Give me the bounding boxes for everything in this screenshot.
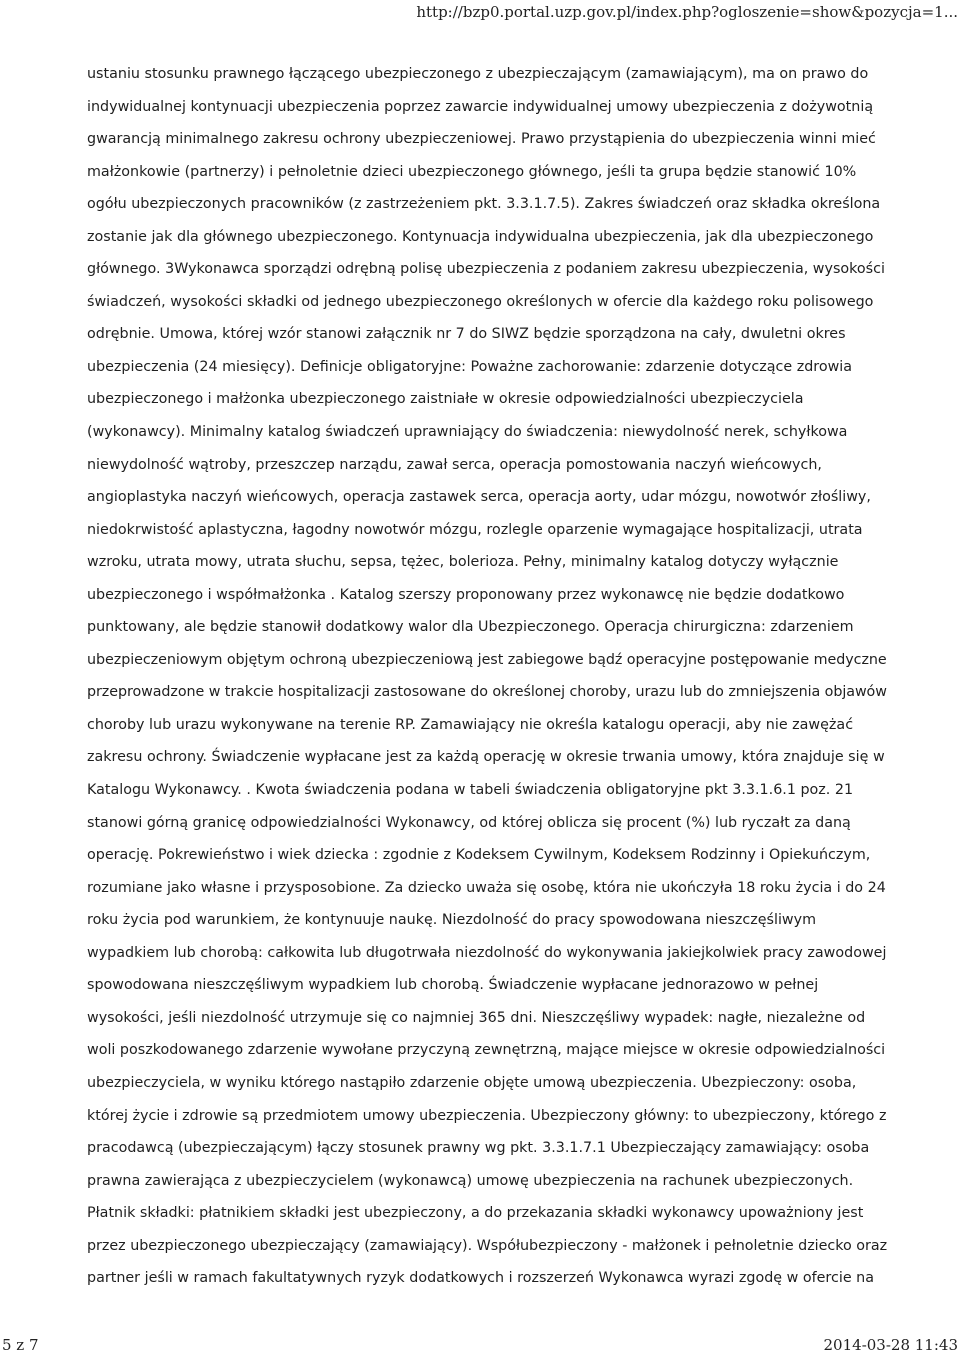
text-line: spowodowana nieszczęśliwym wypadkiem lub chorobą. Świadczenie wypłacane jednorazowo w pełnej	[87, 977, 819, 994]
text-line: zostanie jak dla głównego ubezpieczonego. Kontynuacja indywidualna ubezpieczenia, jak dla ubezpieczonego	[87, 228, 874, 245]
text-line: woli poszkodowanego zdarzenie wywołane przyczyną zewnętrzną, mające miejsce w okresie odpowiedzialności	[87, 1042, 886, 1059]
text-line: wysokości, jeśli niezdolność utrzymuje się co najmniej 365 dni. Nieszczęśliwy wypadek: nagłe, niezależne od	[87, 1009, 866, 1026]
text-line: przeprowadzone w trakcie hospitalizacji zastosowane do określonej choroby, urazu lub do zmniejszenia objawów	[87, 684, 887, 701]
text-line: ustaniu stosunku prawnego łączącego ubezpieczonego z ubezpieczającym (zamawiającym), ma on prawo do	[87, 66, 869, 82]
text-line: wypadkiem lub chorobą: całkowita lub długotrwała niezdolność do wykonywania jakiejkolwiek pracy zawodowej	[87, 944, 887, 961]
text-line: partner jeśli w ramach fakultatywnych ryzyk dodatkowych i rozszerzeń Wykonawca wyrazi zgodę w ofercie na	[87, 1270, 874, 1287]
text-line: roku życia pod warunkiem, że kontynuuje naukę. Niezdolność do pracy spowodowana nieszczęśliwym	[87, 912, 816, 929]
print-datetime: 2014-03-28 11:43	[823, 1336, 958, 1354]
text-line: choroby lub urazu wykonywane na terenie RP. Zamawiający nie określa katalogu operacji, aby nie zawężać	[87, 716, 854, 733]
text-line: ogółu ubezpieczonych pracowników (z zastrzeżeniem pkt. 3.3.1.7.5). Zakres świadczeń oraz składka określona	[87, 196, 881, 213]
text-line: ubezpieczonego i małżonka ubezpieczonego zaistniałe w okresie odpowiedzialności ubezpieczyciela	[87, 391, 804, 408]
text-line: niedokrwistość aplastyczna, łagodny nowotwór mózgu, rozlegle oparzenie wymagające hospitalizacji, utrata	[87, 521, 863, 538]
document-body	[87, 58, 887, 1295]
text-line: angioplastyka naczyń wieńcowych, operacja zastawek serca, operacja aorty, udar mózgu, nowotwór złośliwy,	[87, 489, 871, 506]
text-line: małżonkowie (partnerzy) i pełnoletnie dzieci ubezpieczonego głównego, jeśli ta grupa będzie stanowić 10%	[87, 163, 857, 180]
text-line: zakresu ochrony. Świadczenie wypłacane jest za każdą operację w okresie trwania umowy, która znajduje się w	[87, 749, 885, 766]
text-line: głównego. 3Wykonawca sporządzi odrębną polisę ubezpieczenia z podaniem zakresu ubezpieczenia, wysokości	[87, 261, 885, 278]
text-line: której życie i zdrowie są przedmiotem umowy ubezpieczenia. Ubezpieczony główny: to ubezpieczony, którego z	[87, 1107, 887, 1124]
text-line: ubezpieczyciela, w wyniku którego nastąpiło zdarzenie objęte umową ubezpieczenia. Ubezpieczony: osoba,	[87, 1074, 857, 1091]
text-line: rozumiane jako własne i przysposobione. Za dziecko uważa się osobę, która nie ukończyła 18 roku życia i do 24	[87, 879, 886, 896]
text-line: ubezpieczonego i współmałżonka . Katalog szerszy proponowany przez wykonawcę nie będzie dodatkowo	[87, 586, 845, 603]
text-line: Katalogu Wykonawcy. . Kwota świadczenia podana w tabeli świadczenia obligatoryjne pkt 3.3.1.6.1 poz. 21	[87, 782, 854, 799]
text-line: punktowany, ale będzie stanowił dodatkowy walor dla Ubezpieczonego. Operacja chirurgiczna: zdarzeniem	[87, 619, 854, 636]
page-number: 5 z 7	[2, 1336, 39, 1354]
text-line: niewydolność wątroby, przeszczep narządu, zawał serca, operacja pomostowania naczyń wieńcowych,	[87, 456, 822, 473]
text-line: odrębnie. Umowa, której wzór stanowi załącznik nr 7 do SIWZ będzie sporządzona na cały, dwuletni okres	[87, 326, 846, 343]
text-line: gwarancją minimalnego zakresu ochrony ubezpieczeniowej. Prawo przystąpienia do ubezpieczenia winni mieć	[87, 131, 876, 148]
text-line: (wykonawcy). Minimalny katalog świadczeń uprawniający do świadczenia: niewydolność nerek, schyłkowa	[87, 424, 848, 441]
text-line: operację. Pokrewieństwo i wiek dziecka : zgodnie z Kodeksem Cywilnym, Kodeksem Rodzinny i Opiekuńczym,	[87, 847, 871, 864]
text-line: stanowi górną granicę odpowiedzialności Wykonawcy, od której oblicza się procent (%) lub ryczałt za daną	[87, 814, 851, 831]
text-line: wzroku, utrata mowy, utrata słuchu, sepsa, tężec, bolerioza. Pełny, minimalny katalog dotyczy wyłącznie	[87, 554, 839, 571]
text-line: świadczeń, wysokości składki od jednego ubezpieczonego określonych w ofercie dla każdego roku polisowego	[87, 293, 874, 310]
text-line: prawna zawierająca z ubezpieczycielem (wykonawcą) umowę ubezpieczenia na rachunek ubezpieczonych.	[87, 1172, 854, 1189]
page-url: http://bzp0.portal.uzp.gov.pl/index.php?ogloszenie=show&pozycja=1...	[416, 3, 958, 21]
text-line: indywidualnej kontynuacji ubezpieczenia poprzez zawarcie indywidualnej umowy ubezpieczenia z dożywotnią	[87, 98, 874, 115]
text-line: ubezpieczeniowym objętym ochroną ubezpieczeniową jest zabiegowe bądź operacyjne postępowanie medyczne	[87, 651, 887, 668]
text-line: przez ubezpieczonego ubezpieczający (zamawiający). Współubezpieczony - małżonek i pełnoletnie dziecko oraz	[87, 1237, 888, 1254]
text-line: ubezpieczenia (24 miesięcy). Definicje obligatoryjne: Poważne zachorowanie: zdarzenie dotyczące zdrowia	[87, 358, 853, 375]
text-line: pracodawcą (ubezpieczającym) łączy stosunek prawny wg pkt. 3.3.1.7.1 Ubezpieczający zamawiający: osoba	[87, 1140, 870, 1157]
text-line: Płatnik składki: płatnikiem składki jest ubezpieczony, a do przekazania składki wykonawcy upoważniony jest	[87, 1205, 864, 1222]
